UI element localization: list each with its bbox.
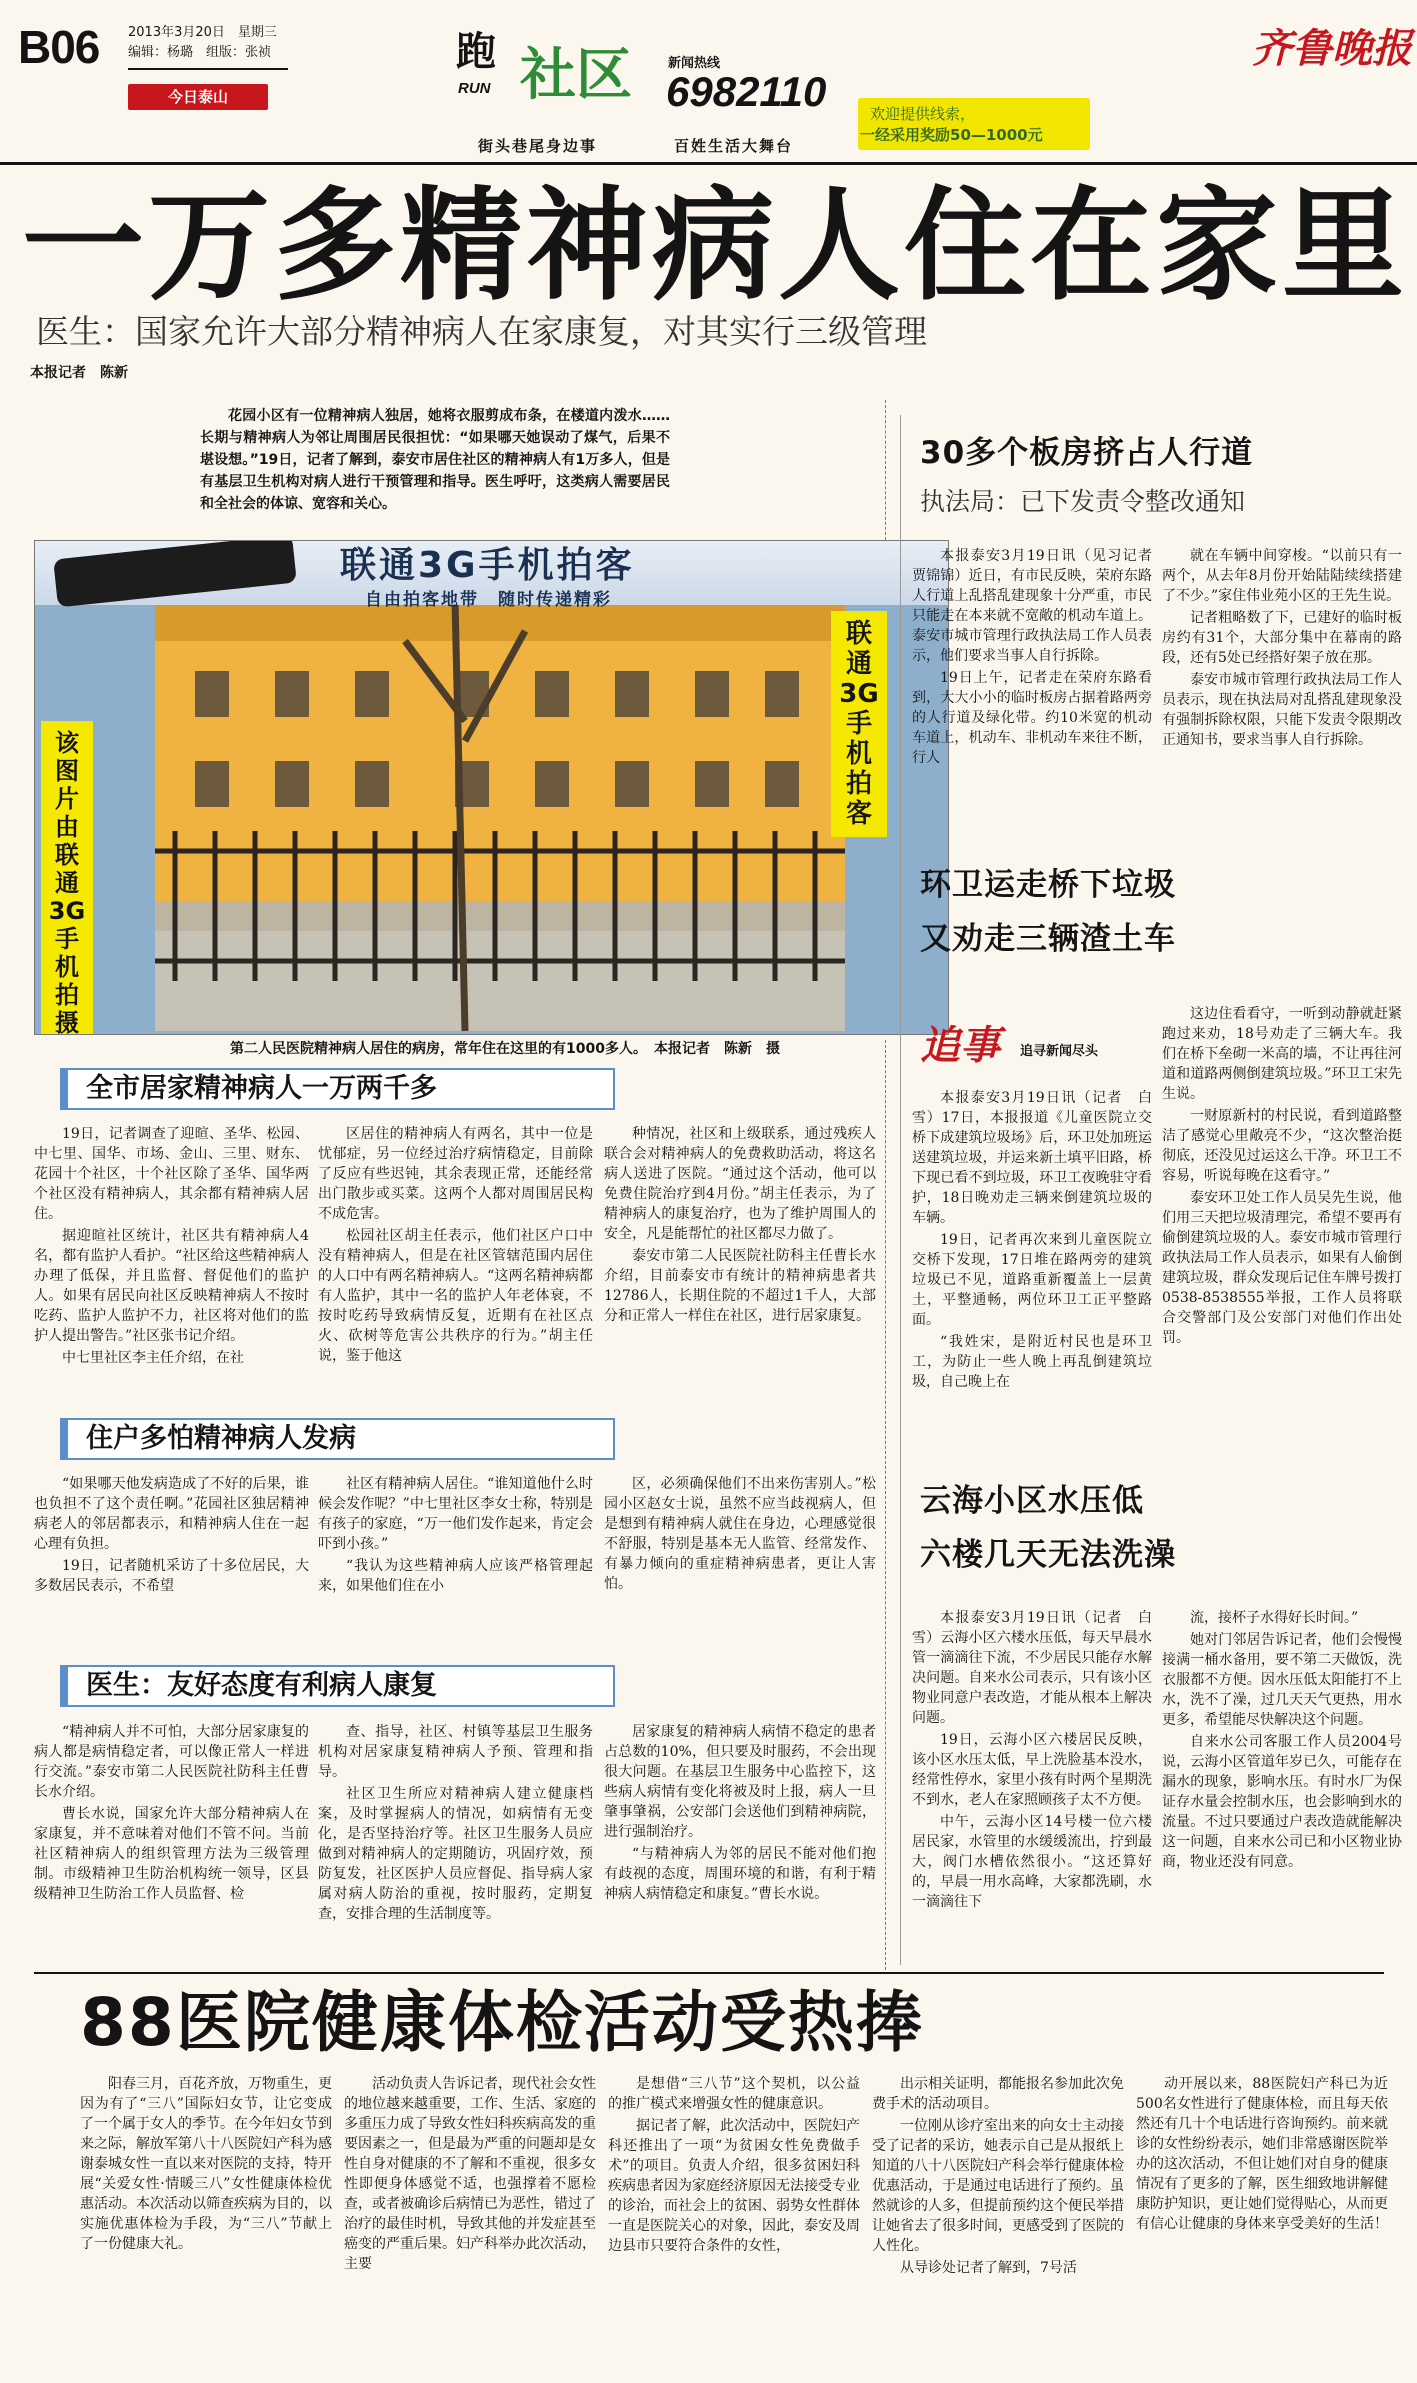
story-headline: 环卫运走桥下垃圾 [920, 867, 1176, 903]
ad-subtitle: 自由拍客地带 随时传递精彩 [365, 590, 612, 610]
paragraph: 一财原新村的村民说，看到道路整洁了感觉心里敞亮不少，“这次整治挺彻底，还没见过运这么干净。环卫工不容易，听说每晚在这看守。” [1162, 1108, 1402, 1184]
paragraph: 泰安环卫处工作人员吴先生说，他们用三天把垃圾清理完，希望不要再有偷倒建筑垃圾的人。泰安市城市管理行政执法局工作人员表示，如果有人偷倒建筑垃圾，群众发现后记住车牌号拨打0538-8538555举报，工作人员将联合交警部门及公安部门对他们作出处罚。 [1162, 1190, 1402, 1346]
paragraph: 查、指导，社区、村镇等基层卫生服务机构对居家康复精神病人予预、管理和指导。 [318, 1724, 593, 1780]
paragraph: “如果哪天他发病造成了不好的后果，谁也负担不了这个责任啊。”花园社区独居精神病老人的邻居都表示，和精神病人住在一起心理有负担。 [34, 1476, 309, 1552]
paragraph: “我认为这些精神病人应该严格管理起来，如果他们住在小 [318, 1558, 593, 1594]
photo-caption: 第二人民医院精神病人居住的病房，常年住在这里的有1000多人。 本报记者 陈新 摄 [230, 1041, 780, 1057]
section-heading: 全市居家精神病人一万两千多 [60, 1068, 615, 1110]
run-logo-text: 跑 [456, 28, 496, 75]
text-column [318, 1124, 593, 1368]
paragraph: 本报泰安3月19日讯（记者 白雪）云海小区六楼水压低，每天早晨水管一滴滴往下流，不少居民只能存水解决问题。自来水公司表示，只有该小区物业同意户表改造，才能从根本上解决问题。 [912, 1610, 1152, 1726]
paragraph: 19日上午，记者走在荣府东路看到，大大小小的临时板房占据着路两旁的人行道及绿化带。约10米宽的机动车道上，机动车、非机动车来往不断，行人 [912, 670, 1152, 766]
section-tag[interactable]: 今日泰山 [128, 84, 268, 110]
text-column [608, 2074, 860, 2258]
paragraph: 据记者了解，此次活动中，医院妇产科还推出了一项“为贫困女性免费做手术”的项目。负责人介绍，很多贫困妇科疾病患者因为家庭经济原因无法接受专业的诊治，而社会上的贫困、弱势女性群体一直是医院关心的对象，因此，泰安及周边县市只要符合条件的女性， [608, 2118, 860, 2254]
lead-text: 花园小区有一位精神病人独居，她将衣服剪成布条，在楼道内泼水……长期与精神病人为邻让周围居民很担忧：“如果哪天她误动了煤气，后果不堪设想。”19日，记者了解到，泰安市居住社区的精神病人有1万多人，但是有基层卫生机构对病人进行干预管理和指导。医生呼吁，这类病人需要居民和全社会的体谅、宽容和关心。 [200, 408, 670, 512]
slogan: 百姓生活大舞台 [674, 137, 794, 155]
story-headline: 云海小区水压低 [920, 1483, 1144, 1519]
hotline-label: 新闻热线 [668, 56, 721, 71]
text-column [80, 2074, 332, 2256]
ad-title: 联通3G手机拍客 [340, 545, 635, 586]
paragraph: 活动负责人告诉记者，现代社会女性的地位越来越重要，工作、生活、家庭的多重压力成了导致女性妇科疾病高发的重要因素之一，但是最为严重的问题却是女性自身对健康的不了解和不重视，很多女性即便身体感觉不适，也强撑着不愿检查，或者被确诊后病情已为恶性，错过了治疗的最佳时机，导致其他的并发症甚至癌变的严重后果。妇产科举办此次活动，主要 [344, 2076, 596, 2272]
text-column [318, 1474, 593, 1598]
paragraph: 动开展以来，88医院妇产科已为近500名女性进行了健康体检，而且每天依然还有几十个电话进行咨询预约。前来就诊的女性纷纷表示，她们非常感谢医院举办的这次活动，不但让她们对自身的健康情况有了更多的了解，医生细致地讲解健康防护知识，更让她们觉得贴心，从而更有信心让健康的身体来享受美好的生活！ [1136, 2076, 1388, 2232]
paragraph: 泰安市城市管理行政执法局工作人员表示，现在执法局对乱搭乱建现象没有强制拆除权限，只能下发责令限期改正通知书，要求当事人自行拆除。 [1162, 672, 1402, 748]
editor-line: 编辑：杨璐 组版：张祯 [128, 45, 272, 60]
date-line: 2013年3月20日 星期三 [128, 25, 277, 40]
column-divider [900, 415, 901, 1965]
story-headline: 30多个板房挤占人行道 [920, 435, 1254, 471]
section-rule [34, 1972, 1384, 1974]
text-column [872, 2074, 1124, 2280]
paragraph: 一位刚从诊疗室出来的向女士主动接受了记者的采访，她表示自己是从报纸上知道的八十八医院妇产科会举行健康体检优惠活动，于是通过电话进行了预约。虽然就诊的人多，但提前预约这个便民举措让她省去了很多时间，更感受到了医院的人性化。 [872, 2118, 1124, 2254]
paragraph: 她对门邻居告诉记者，他们会慢慢接满一桶水备用，要不第二天做饭，洗衣服都不方便。因水压低太阳能打不上水，洗不了澡，过几天天气更热，用水更多，希望能尽快解决这个问题。 [1162, 1632, 1402, 1728]
text-column [604, 1474, 876, 1596]
welcome-text: 欢迎提供线索， [870, 105, 976, 123]
paragraph: 流，接杯子水得好长时间。” [1190, 1610, 1359, 1626]
masthead-rule [0, 162, 1417, 165]
text-column [34, 1474, 309, 1598]
text-column [604, 1124, 876, 1328]
slogan: 街头巷尾身边事 [478, 137, 598, 155]
paragraph: 是想借“三八节”这个契机，以公益的推广模式来增强女性的健康意识。 [608, 2076, 860, 2112]
story-headline: 又劝走三辆渣土车 [920, 921, 1176, 957]
paragraph: 19日，记者再次来到儿童医院立交桥下发现，17日堆在路两旁的建筑垃圾已不见，道路重新覆盖上一层黄土，平整通畅，两位环卫工正平整路面。 [912, 1232, 1152, 1328]
paragraph: 区，必须确保他们不出来伤害别人。”松园小区赵女士说，虽然不应当歧视病人，但是想到有精神病人就住在身边，心理感觉很不舒服，特别是基本无人监管、经常发作、有暴力倾向的重症精神病患者，更让人害怕。 [604, 1476, 876, 1592]
main-headline: 一万多精神病人住在家里 [22, 175, 1408, 317]
text-column [912, 546, 1166, 770]
text-column [604, 1722, 876, 1906]
column-logo [920, 1018, 1140, 1082]
paragraph: 社区卫生所应对精神病人建立健康档案，及时掌握病人的情况，如病情有无变化，是否坚持治疗等。社区卫生服务人员应做到对精神病人的定期随访，巩固疗效，预防复发，社区医护人员应督促、指导病人家属对病人防治的重视，按时服药，定期复查，安排合理的生活制度等。 [318, 1786, 593, 1922]
text-column [912, 1608, 1152, 1914]
paragraph: 阳春三月，百花齐放，万物重生，更因为有了“三八”国际妇女节，让它变成了一个属于女人的季节。在今年妇女节到来之际，解放军第八十八医院妇产科为感谢泰城女性一直以来对医院的支持，特开展“关爱女性·情暖三八”女性健康体检优惠活动。本次活动以筛查疾病为目的，以实施优惠体检为手段，为“三八”节献上了一份健康大礼。 [80, 2076, 332, 2252]
text-column [34, 1722, 309, 1906]
byline: 本报记者 陈新 [30, 365, 128, 381]
paragraph: “我姓宋，是附近村民也是环卫工，为防止一些人晚上再乱倒建筑垃圾，自己晚上在 [912, 1334, 1152, 1390]
text-column [1162, 1004, 1402, 1350]
paragraph: 这边住看看守，一听到动静就赶紧跑过来劝，18号劝走了三辆大车。我们在桥下垒砌一米高的墙，不让再往河道和道路两侧倒建筑垃圾。”环卫工宋先生说。 [1162, 1006, 1402, 1102]
newspaper-logo: 齐鲁晚报 [1252, 25, 1412, 72]
column-divider [885, 1040, 886, 1970]
lead-paragraph [200, 405, 670, 517]
news-photo [34, 540, 949, 1035]
paragraph: 中七里社区李主任介绍，在社 [62, 1350, 244, 1366]
hotline-number: 6982110 [666, 68, 827, 115]
paragraph: 本报泰安3月19日讯（记者 白雪）17日，本报报道《儿童医院立交桥下成建筑垃圾场》后，环卫处加班运送建筑垃圾，并运来新土填平旧路，桥下现已看不到垃圾，环卫工夜晚驻守看护，18日晚劝走三辆来倒建筑垃圾的车辆。 [912, 1090, 1152, 1226]
paragraph: “精神病人并不可怕，大部分居家康复的病人都是病情稳定者，可以像正常人一样进行交流。”泰安市第二人民医院社防科主任曹长水介绍。 [34, 1724, 309, 1800]
logo-subtext: 追寻新闻尽头 [1020, 1044, 1099, 1059]
sub-headline: 医生：国家允许大部分精神病人在家康复，对其实行三级管理 [36, 312, 927, 351]
paragraph: 19日，记者随机采访了十多位居民，大多数居民表示，不希望 [34, 1558, 309, 1594]
paragraph: 泰安市第二人民医院社防科主任曹长水介绍，目前泰安市有统计的精神病患者共12786人，长期住院的不超过1千人，大部分和正常人一样住在社区，进行居家康复。 [604, 1248, 876, 1324]
paragraph: 种情况，社区和上级联系，通过残疾人联合会对精神病人的免费救助活动，将这名病人送进了医院。“通过这个活动，他可以免费住院治疗到4月份。”胡主任表示，为了精神病人的康复治疗，也为了维护周围人的安全，凡是能帮忙的社区都尽力做了。 [604, 1126, 876, 1242]
column-title: 社区 [520, 43, 632, 108]
photo-credit-tag: 该图片由联通3G手机拍摄 [41, 721, 93, 1035]
text-column [318, 1722, 593, 1926]
reward-text: 一经采用奖励50—1000元 [860, 126, 1043, 144]
paragraph: 自来水公司客服工作人员2004号说，云海小区管道年岁已久，可能存在漏水的现象，影响水压。有时水厂为保证存水量会控制水压，也会影响到水的流量。不过只要通过户表改造就能解决这一问题，自来水公司已和小区物业协商，物业还没有同意。 [1162, 1734, 1402, 1870]
paragraph: 曹长水说，国家允许大部分精神病人在家康复，并不意味着对他们不管不问。当前社区精神病人的组织管理方法为三级管理制。市级精神卫生防治机构统一领导，区县级精神卫生防治工作人员监督、检 [34, 1806, 309, 1902]
paragraph: 记者粗略数了下，已建好的临时板房约有31个，大部分集中在幕南的路段，还有5处已经搭好架子放在那。 [1162, 610, 1402, 666]
paragraph: 从导诊处记者了解到，7号活 [900, 2260, 1077, 2276]
hospital-building [155, 601, 845, 1031]
run-logo-en: RUN [458, 80, 491, 97]
photo-brand-tag: 联通3G手机拍客 [831, 611, 887, 837]
paragraph: 本报泰安3月19日讯（见习记者 贾锦锦）近日，有市民反映，荣府东路人行道上乱搭乱建现象十分严重，市民只能走在本来就不宽敞的机动车道上。泰安市城市管理行政执法局工作人员表示，他们要求当事人自行拆除。 [912, 548, 1166, 664]
paragraph: 19日，记者调查了迎暄、圣华、松园、中七里、国华、市场、金山、三里、财东、花园十个社区，十个社区除了圣华、国华两个社区没有精神病人，其余都有精神病人居住。 [34, 1126, 309, 1222]
paragraph: 就在车辆中间穿梭。“以前只有一两个，从去年8月份开始陆陆续续搭建了不少。”家住伟业苑小区的王先生说。 [1162, 548, 1402, 604]
text-column [1162, 1608, 1402, 1874]
masthead [0, 0, 1417, 165]
paragraph: 中午，云海小区14号楼一位六楼居民家，水管里的水缓缓流出，拧到最大，阀门水槽依然很小。“这还算好的，早晨一用水高峰，大家都洗刷，水一滴滴往下 [912, 1814, 1152, 1910]
text-column [1162, 546, 1402, 752]
text-column [34, 1124, 309, 1370]
text-column [1136, 2074, 1388, 2236]
paragraph: 居家康复的精神病人病情不稳定的患者占总数的10%，但只要及时服药，不会出现很大问题。在基层卫生服务中心监控下，这些病人病情有变化将被及时上报，病人一旦肇事肇祸，公安部门会送他们到精神病院，进行强制治疗。 [604, 1724, 876, 1840]
section-heading: 医生：友好态度有利病人康复 [60, 1665, 615, 1707]
bottom-headline: 88医院健康体检活动受热捧 [80, 1984, 924, 2061]
page-number: B06 [18, 21, 100, 73]
paragraph: 区居住的精神病人有两名，其中一位是忧郁症，另一位经过治疗病情稳定，目前除了反应有些迟钝，其余表现正常，还能经常出门散步或买菜。这两个人都对周围居民构不成危害。 [318, 1126, 593, 1222]
text-column [912, 1088, 1152, 1394]
paragraph: 社区有精神病人居住。“谁知道他什么时候会发作呢？”中七里社区李女士称，特别是有孩子的家庭，“万一他们发作起来，肯定会吓到小孩。” [318, 1476, 593, 1552]
paragraph: “与精神病人为邻的居民不能对他们抱有歧视的态度，周围环境的和谐，有利于精神病人病情稳定和康复。”曹长水说。 [604, 1846, 876, 1902]
paragraph: 据迎暄社区统计，社区共有精神病人4名，都有监护人看护。“社区给这些精神病人办理了低保，并且监督、督促他们的监护人。如果有居民向社区反映精神病人不按时吃药、监护人监护不力，社区将对他们的监护人提出警告。”社区张书记介绍。 [34, 1228, 309, 1344]
building-illustration [155, 601, 845, 1031]
paragraph: 出示相关证明，都能报名参加此次免费手术的活动项目。 [872, 2076, 1124, 2112]
story-subheadline: 执法局：已下发责令整改通知 [920, 487, 1246, 516]
paragraph: 松园社区胡主任表示，他们社区户口中没有精神病人，但是在社区管辖范围内居住的人口中有两名精神病人。“这两名精神病都有人监护，其中一名的监护人年老体衰，不按时吃药导致病情反复，近期有在社区点火、砍树等危害公共秩序的行为。”胡主任说，鉴于他这 [318, 1228, 593, 1364]
story-headline: 六楼几天无法洗澡 [920, 1537, 1176, 1573]
logo-text: 追事 [920, 1022, 1000, 1069]
text-column [344, 2074, 596, 2276]
column-divider [885, 400, 886, 540]
paragraph: 19日，云海小区六楼居民反映，该小区水压太低，早上洗脸基本没水，经常性停水，家里小孩有时两个星期洗不到水，老人在家照顾孩子太不方便。 [912, 1732, 1152, 1808]
section-heading: 住户多怕精神病人发病 [60, 1418, 615, 1460]
divider [128, 68, 288, 70]
